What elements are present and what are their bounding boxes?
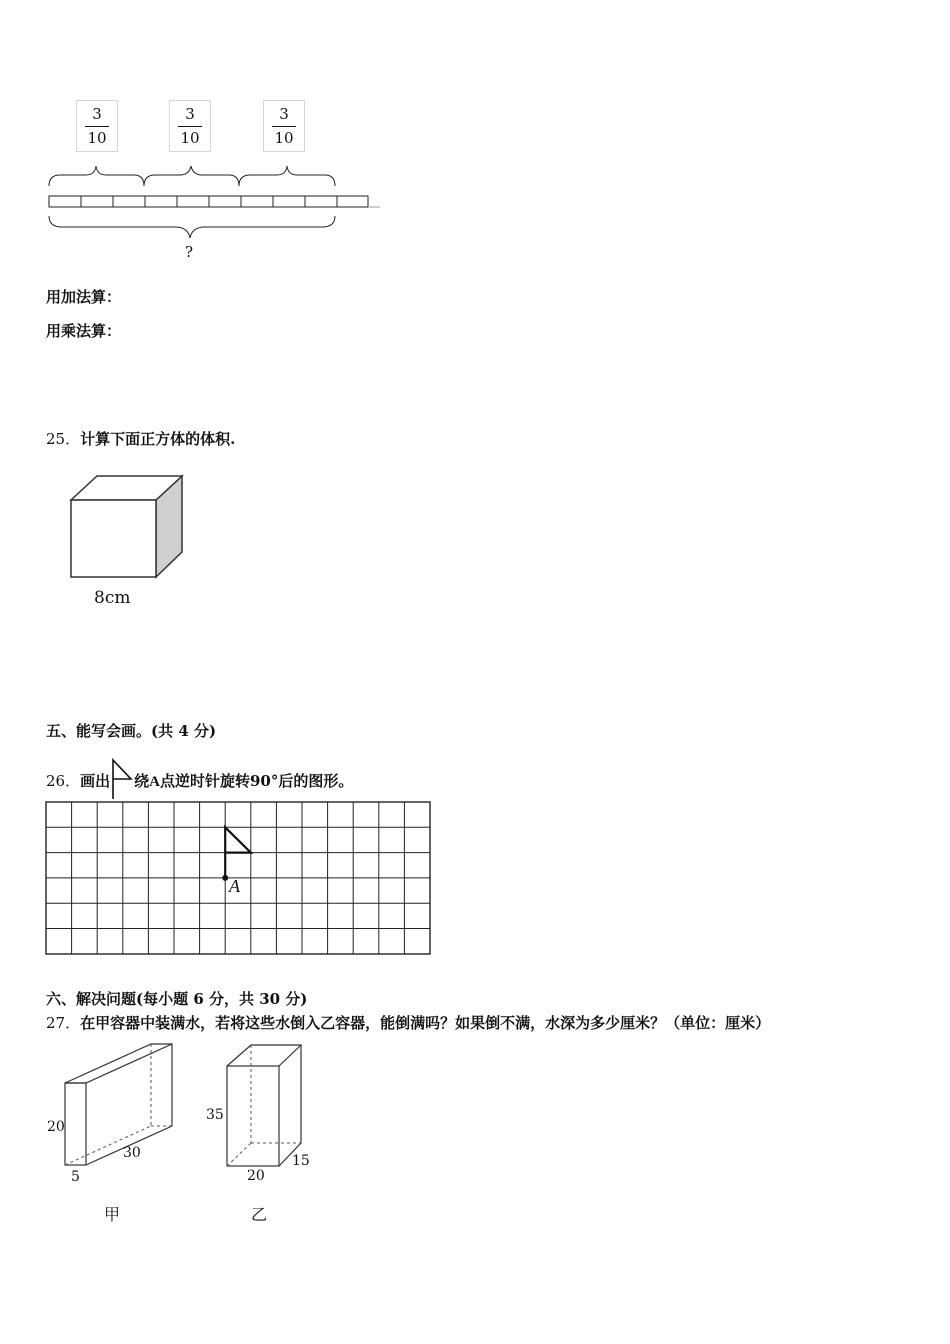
fraction-numerator: 3 [92,105,102,123]
question-number: 26． [46,772,81,790]
jia-width-label: 5 [71,1169,80,1185]
question-text-direction: 点逆时针旋转 [159,772,250,790]
top-brace-2 [144,166,239,186]
question-point-label: A [149,774,160,790]
question-text-after: 后的图形。 [278,772,354,790]
question-25 [46,428,235,449]
yi-width-label: 15 [292,1153,310,1169]
jia-name-label: 甲 [104,1205,121,1224]
section-6-title: 六、解决问题(每小题 6 分，共 30 分) [46,990,308,1008]
question-number: 27． [46,1014,81,1032]
bottom-brace [49,216,335,238]
fraction-box-1 [76,100,118,152]
fraction-numerator: 3 [185,105,195,123]
fraction-box-2 [169,100,211,152]
yi-height-label: 35 [206,1107,224,1123]
top-brace-1 [49,166,144,186]
question-text: 在甲容器中装满水，若将这些水倒入乙容器，能倒满吗？如果倒不满，水深为多少厘米？（单位：厘米） [80,1014,771,1032]
jia-length-label: 30 [123,1145,141,1161]
fraction-denominator: 10 [274,129,294,147]
container-jia-figure [62,1040,182,1170]
section-5-title: 五、能写会画。(共 4 分) [46,722,217,740]
yi-name-label: 乙 [251,1205,268,1224]
question-angle: 90° [249,772,279,790]
fraction-bar [272,126,296,127]
question-text-rotate: 绕 [134,772,150,790]
yi-length-label: 20 [247,1168,265,1184]
addition-answer-label: 用加法算： [46,288,122,306]
fraction-bar [178,126,202,127]
multiplication-answer-label: 用乘法算： [46,322,122,340]
total-question-mark: ? [185,243,194,261]
segment-bar-diagram [40,160,390,270]
cube-front-face [71,500,156,577]
rotation-point [222,875,228,881]
fraction-denominator: 10 [87,129,107,147]
cube-figure [60,468,200,588]
fraction-box-3 [263,100,305,152]
question-text: 计算下面正方体的体积. [80,430,236,448]
flag-icon [110,758,134,800]
fraction-bar [85,126,109,127]
fraction-denominator: 10 [180,129,200,147]
top-brace-3 [239,166,335,186]
fraction-numerator: 3 [279,105,289,123]
question-26 [46,758,353,800]
cube-side-label: 8cm [94,588,131,608]
grid-point-label: A [229,876,240,896]
question-text-before: 画出 [80,772,111,790]
question-27 [46,1012,770,1033]
question-number: 25． [46,430,81,448]
jia-height-label: 20 [47,1119,65,1135]
